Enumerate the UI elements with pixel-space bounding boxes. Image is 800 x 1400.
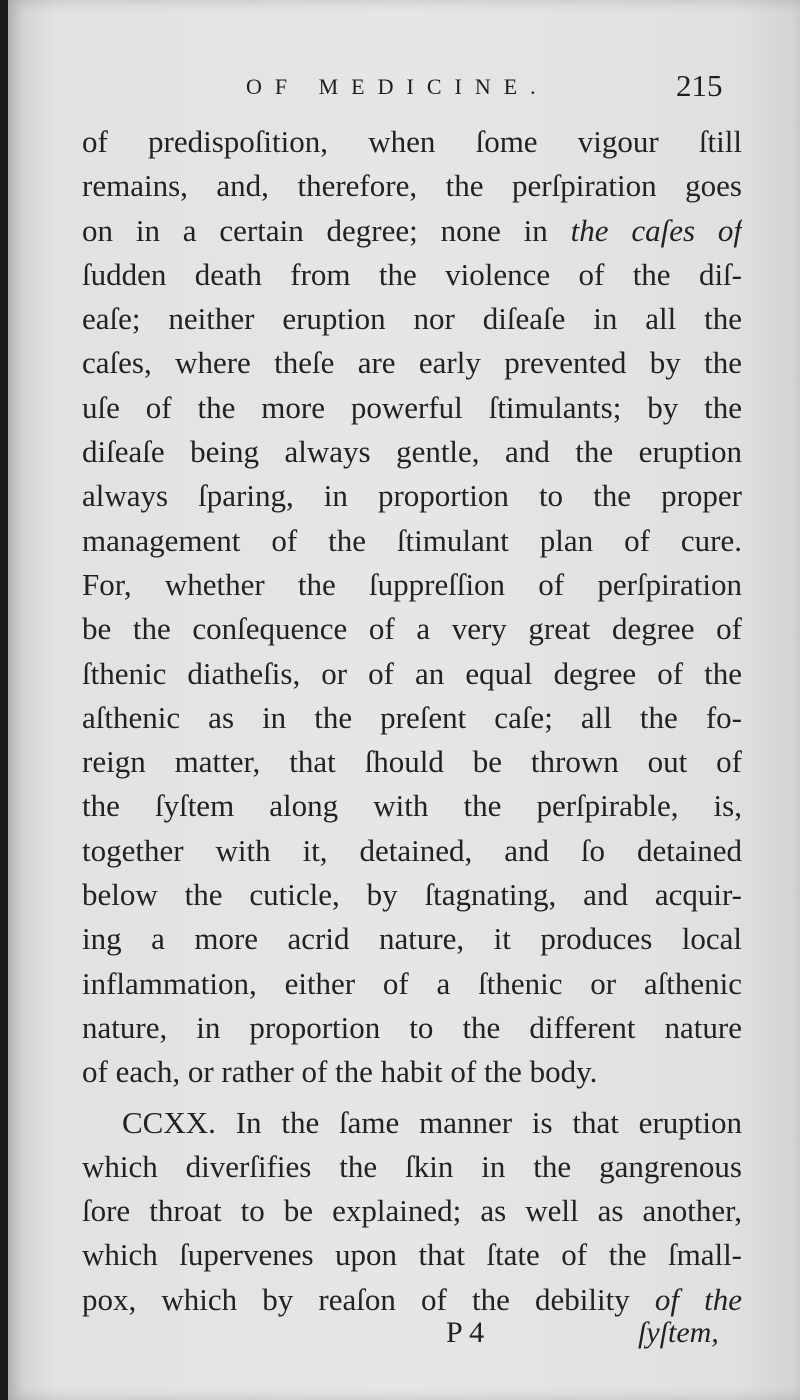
running-head-title: OF MEDICINE. [246,74,549,99]
text-line: caſes, where theſe are early prevented by the [82,345,742,381]
text-line: together with it, detained, and ſo detained [82,832,742,868]
text-line: below the cuticle, by ſtagnating, and acquir- [82,877,742,913]
text-line: of predispoſition, when ſome vigour ſtill [82,124,742,159]
text-line: nature, in proportion to the different nature [82,1009,742,1045]
running-head [8,66,800,112]
text-line: aſthenic as in the preſent caſe; all the fo- [82,699,742,735]
italic-phrase: the caſes of [570,212,742,248]
signature-mark: P 4 [446,1316,485,1349]
text-line: diſeaſe being always gentle, and the eruption [82,434,742,470]
text-line: ſthenic diatheſis, or of an equal degree of the [82,655,742,691]
book-page [8,0,800,1400]
page-footer [8,1312,800,1362]
text-line: ing a more acrid nature, it produces local [82,921,742,957]
text-line: eaſe; neither eruption nor diſeaſe in all the [82,301,742,337]
page-number: 215 [676,68,723,103]
text-fragment: on in a certain degree; none in [82,212,548,248]
text-line: which diverſifies the ſkin in the gangrenous [82,1148,742,1184]
text-line: which ſupervenes upon that ſtate of the ſmall- [82,1237,742,1273]
text-line: be the conſequence of a very great degree of [82,611,742,647]
text-line: the ſyſtem along with the perſpirable, is, [82,788,742,824]
text-line: ſore throat to be explained; as well as another, [82,1193,742,1229]
text-line: inflammation, either of a ſthenic or aſthenic [82,965,742,1001]
text-line: always ſparing, in proportion to the proper [82,478,742,514]
text-line: reign matter, that ſhould be thrown out of [82,744,742,780]
text-line: CCXX. In the ſame manner is that eruption [122,1104,742,1140]
text-line [82,209,742,253]
text-line: remains, and, therefore, the perſpiration goes [82,168,742,204]
text-line: For, whether the ſuppreſſion of perſpiration [82,566,742,602]
italic-phrase: of the [654,1281,742,1317]
text-line: uſe of the more powerful ſtimulants; by the [82,389,742,425]
catchword: ſyſtem, [638,1316,719,1349]
text-line: ſudden death from the violence of the diſ- [82,256,742,292]
text-fragment: pox, which by reaſon of the debility [82,1281,630,1317]
text-line: of each, or rather of the habit of the body. [82,1054,598,1090]
body-text [82,120,742,1322]
text-line: management of the ſtimulant plan of cure. [82,522,742,558]
